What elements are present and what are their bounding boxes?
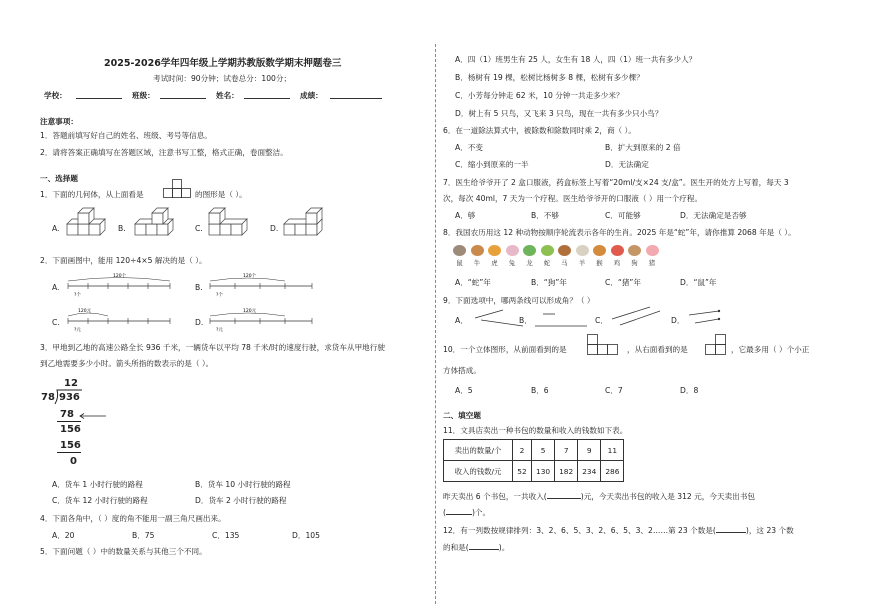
q11-row2-cell: 130 [532, 461, 555, 482]
q7-option-d[interactable]: D．无法确定是否够 [680, 211, 747, 220]
table-row [444, 461, 624, 482]
q12-stem-d: )。 [498, 543, 510, 552]
field-class-label: 班级： [132, 91, 155, 100]
q1-option-b-cubes[interactable] [134, 211, 179, 243]
q11-stem: 11．文具店卖出一种书包的数量和收入的钱数如下表。 [443, 426, 628, 435]
q4-option-b[interactable]: B．75 [132, 531, 155, 540]
zodiac-animal-icon [558, 245, 571, 256]
zodiac-animal-label: 马 [561, 259, 568, 267]
notes-heading: 注意事项： [40, 117, 78, 126]
q11-row2-label: 收入的钱数/元 [444, 461, 513, 482]
field-name-label: 姓名： [216, 91, 239, 100]
q11-blank-1[interactable] [547, 490, 581, 499]
q6-option-c[interactable]: C．缩小到原来的一半 [455, 160, 529, 169]
q11-table [443, 439, 624, 482]
q8-option-a[interactable]: A．“蛇”年 [455, 278, 491, 287]
q2-d-part-label: ?元 [216, 328, 223, 333]
q2-option-c-label[interactable]: C. [52, 318, 60, 327]
q12-line1 [443, 524, 794, 536]
q2-stem: 2．下面画图中，能用 120÷4×5 解决的是（ ）。 [40, 256, 207, 265]
field-class-blank[interactable] [160, 90, 206, 99]
q11-blank-2[interactable] [446, 506, 472, 515]
q12-blank-2[interactable] [469, 541, 499, 550]
q3-option-c[interactable]: C．货车 12 小时行驶的路程 [52, 496, 148, 505]
q10-stem-c: ，它最多用（ ）个小正 [731, 345, 810, 354]
q10-front-view-figure [587, 334, 623, 358]
arrow-icon [78, 413, 108, 419]
q3-option-a[interactable]: A．货车 1 小时行驶的路程 [52, 480, 143, 489]
q8-option-d[interactable]: D．“鼠”年 [680, 278, 717, 287]
q6-stem: 6．在一道除法算式中，被除数和除数同时乘 2，商（ ）。 [443, 126, 636, 135]
q3-option-b[interactable]: B．货车 10 小时行驶的路程 [195, 480, 291, 489]
q9-option-b-label[interactable]: B． [519, 316, 532, 325]
section1-heading: 一、选择题 [40, 174, 78, 183]
zodiac-animal-icon [471, 245, 484, 256]
zodiac-animal-label: 牛 [473, 259, 481, 267]
q11-row1-cell: 7 [555, 440, 578, 461]
q2-c-part-label: ?元 [74, 328, 81, 333]
q3-option-d[interactable]: D．货车 2 小时行驶的路程 [195, 496, 287, 505]
q2-option-b-label[interactable]: B. [195, 283, 203, 292]
division-step1: 78 [60, 409, 74, 420]
q10-option-b[interactable]: B．6 [531, 386, 549, 395]
q6-option-a[interactable]: A．不变 [455, 143, 483, 152]
q12-stem-c: 的和是( [443, 543, 469, 552]
field-school-label: 学校： [44, 91, 67, 100]
zodiac-animal-icon [628, 245, 641, 256]
q2-a-total-label: 120个 [113, 274, 127, 279]
q12-line2 [443, 541, 509, 553]
q2-d-total-label: 120元 [243, 309, 257, 314]
zodiac-animal-label: 鼠 [456, 259, 463, 267]
q2-option-b-diagram[interactable] [208, 272, 318, 298]
q10-option-c[interactable]: C．7 [605, 386, 623, 395]
q10-option-a[interactable]: A．5 [455, 386, 473, 395]
q11-row2-cell: 286 [601, 461, 624, 482]
zodiac-animal-icon [453, 245, 466, 256]
q11-fill-b: )元，今天卖出书包的收入是 312 元，今天卖出书包 [580, 492, 755, 501]
q9-option-d-lines[interactable] [685, 305, 735, 329]
q12-stem-a: 12．有一列数按规律排列：3、2、6、5、3、2、6、5、3、2……第 23 个数是( [443, 526, 716, 535]
q1-stem-b: 的图形是（ ）。 [195, 190, 247, 199]
zodiac-animal-label: 鸡 [613, 259, 621, 267]
q11-row2-cell: 234 [578, 461, 601, 482]
q11-row1-cell: 2 [513, 440, 532, 461]
q2-b-total-label: 120个 [243, 274, 257, 279]
column-divider [435, 44, 436, 604]
q4-option-c[interactable]: C．135 [212, 531, 240, 540]
q9-option-c-lines[interactable] [610, 305, 670, 329]
q11-row2-cell: 52 [513, 461, 532, 482]
division-step3: 156 [60, 440, 81, 451]
q1-stem-a: 1．下面的几何体，从上面看是 [40, 190, 144, 199]
q11-row1-cell: 9 [578, 440, 601, 461]
zodiac-animal-label: 狗 [631, 259, 638, 267]
zodiac-animal-label: 兔 [508, 259, 516, 267]
q1-option-d-cubes[interactable] [283, 211, 328, 243]
q11-row1-cell: 11 [601, 440, 624, 461]
q12-blank-1[interactable] [716, 524, 746, 533]
q9-option-d-label[interactable]: D． [671, 316, 685, 325]
q9-stem: 9．下面选项中，哪两条线可以形成角？（ ） [443, 296, 595, 305]
field-school-blank[interactable] [76, 90, 122, 99]
q11-fill-line1 [443, 490, 755, 502]
zodiac-animal-icon [541, 245, 554, 256]
q1-option-c-cubes[interactable] [208, 211, 253, 243]
division-step2: 156 [60, 424, 81, 435]
q1-option-b-label[interactable]: B. [118, 224, 126, 233]
zodiac-animal-label: 虎 [491, 259, 498, 267]
q7-option-a[interactable]: A．够 [455, 211, 476, 220]
q9-option-b-lines[interactable] [533, 306, 593, 328]
zodiac-animal-icon [523, 245, 536, 256]
division-quotient: 12 [64, 378, 78, 389]
q11-fill-a: 昨天卖出 6 个书包，一共收入( [443, 492, 547, 501]
division-line-1 [57, 421, 81, 422]
notes-item-2: 2．请将答案正确填写在答题区域，注意书写工整，格式正确，卷面整洁。 [40, 148, 288, 157]
q7-stem-line2: 次，每次 40ml，7 天为一个疗程。医生给爷爷开的口服液（ ）用一个疗程。 [443, 194, 703, 203]
q4-option-d[interactable]: D．105 [292, 531, 320, 540]
zodiac-animal-icon [593, 245, 606, 256]
division-line-2 [57, 452, 81, 453]
q9-option-c-label[interactable]: C． [595, 316, 608, 325]
field-score-blank[interactable] [330, 90, 382, 99]
zodiac-animal-icon [646, 245, 659, 256]
zodiac-animal-icon [576, 245, 589, 256]
q10-option-d[interactable]: D．8 [680, 386, 699, 395]
exam-title: 2025-2026学年四年级上学期苏教版数学期末押题卷三 [104, 58, 342, 69]
q1-top-view-figure [163, 184, 193, 200]
q8-option-b[interactable]: B．“狗”年 [531, 278, 567, 287]
q10-stem-b: ，从右面看到的是 [627, 345, 688, 354]
q8-option-c[interactable]: C．“猪”年 [605, 278, 641, 287]
zodiac-animal-icon [611, 245, 624, 256]
zodiac-animal-label: 蛇 [543, 259, 551, 267]
zodiac-animal-icon [506, 245, 519, 256]
division-remainder: 0 [70, 456, 77, 467]
q1-option-d-label[interactable]: D. [270, 224, 279, 233]
table-row [444, 440, 624, 461]
q7-stem-line1: 7．医生给爷爷开了 2 盒口服液，药盒标签上写着“20ml/支×24 支/盒”。医生开的处方上写着，每天 3 [443, 178, 789, 187]
q7-option-b[interactable]: B．不够 [531, 211, 559, 220]
q2-c-total-label: 120元 [78, 309, 92, 314]
notes-item-1: 1．答题前填写好自己的姓名、班级、考号等信息。 [40, 131, 212, 140]
q2-option-d-diagram[interactable] [208, 307, 318, 333]
q11-row1-cell: 5 [532, 440, 555, 461]
q2-option-d-label[interactable]: D. [195, 318, 204, 327]
q1-option-a-label[interactable]: A. [52, 224, 60, 233]
q11-fill-c: ( [443, 508, 446, 517]
q2-option-c-diagram[interactable] [66, 307, 176, 333]
q2-b-part-label: ?个 [216, 293, 223, 298]
q5-option-a[interactable]: A．四（1）班男生有 25 人，女生有 18 人，四（1）班一共有多少人？ [455, 55, 697, 64]
division-dividend: 936 [59, 392, 80, 403]
q10-right-view-figure [705, 334, 729, 358]
field-score-label: 成绩： [300, 91, 323, 100]
q5-option-d[interactable]: D．树上有 5 只鸟，又飞来 3 只鸟，现在一共有多少只小鸟？ [455, 109, 663, 118]
q2-option-a-diagram[interactable] [66, 272, 176, 298]
q4-stem: 4．下面各角中，（ ）度的角不能用一副三角尺画出来。 [40, 514, 226, 523]
q2-a-part-label: ?个 [74, 293, 81, 298]
q6-option-b[interactable]: B．扩大到原来的 2 倍 [605, 143, 681, 152]
q10-stem-a: 10．一个立体图形，从前面看到的是 [443, 345, 567, 354]
q11-fill-d: )个。 [471, 508, 491, 517]
q5-option-b[interactable]: B．杨树有 19 棵，松树比杨树多 8 棵，松树有多少棵？ [455, 73, 644, 82]
q8-stem: 8．我国农历用这 12 种动物按顺序轮流表示各年的生肖。2025 年是“蛇”年，请你推算 2068 年是（ ）。 [443, 228, 796, 237]
q11-row2-cell: 182 [555, 461, 578, 482]
zodiac-animal-label: 羊 [578, 259, 586, 267]
section2-heading: 二、填空题 [443, 411, 481, 420]
q10-stem-line2: 方体搭成。 [443, 366, 481, 375]
zodiac-animal-label: 猪 [648, 259, 656, 267]
q1-option-c-label[interactable]: C. [195, 224, 203, 233]
q1-option-a-cubes[interactable] [66, 211, 111, 243]
q5-option-c[interactable]: C．小芳每分钟走 62 米，10 分钟一共走多少米？ [455, 91, 624, 100]
q9-option-a-label[interactable]: A． [455, 316, 468, 325]
q4-option-a[interactable]: A．20 [52, 531, 75, 540]
q11-fill-line2 [443, 506, 490, 518]
q12-stem-b: )，这 23 个数 [745, 526, 794, 535]
q5-stem: 5．下面问题（ ）中的数量关系与其他三个不同。 [40, 547, 207, 556]
q3-stem-line1: 3．甲地到乙地的高速公路全长 936 千米，一辆货车以平均 78 千米/时的速度行驶，求货车从甲地行驶 [40, 343, 385, 352]
q11-row1-label: 卖出的数量/个 [444, 440, 513, 461]
field-name-blank[interactable] [244, 90, 290, 99]
q3-stem-line2: 到乙地需要多少小时。箭头所指的数表示的是（ ）。 [40, 359, 214, 368]
q2-option-a-label[interactable]: A. [52, 283, 60, 292]
q7-option-c[interactable]: C．可能够 [605, 211, 641, 220]
q6-option-d[interactable]: D．无法确定 [605, 160, 649, 169]
division-divisor: 78 [41, 392, 55, 403]
zodiac-animal-label: 猴 [596, 259, 603, 267]
exam-subtitle: 考试时间：90分钟；试卷总分：100分； [153, 74, 292, 83]
zodiac-animal-icon [488, 245, 501, 256]
zodiac-animal-label: 龙 [526, 259, 533, 267]
